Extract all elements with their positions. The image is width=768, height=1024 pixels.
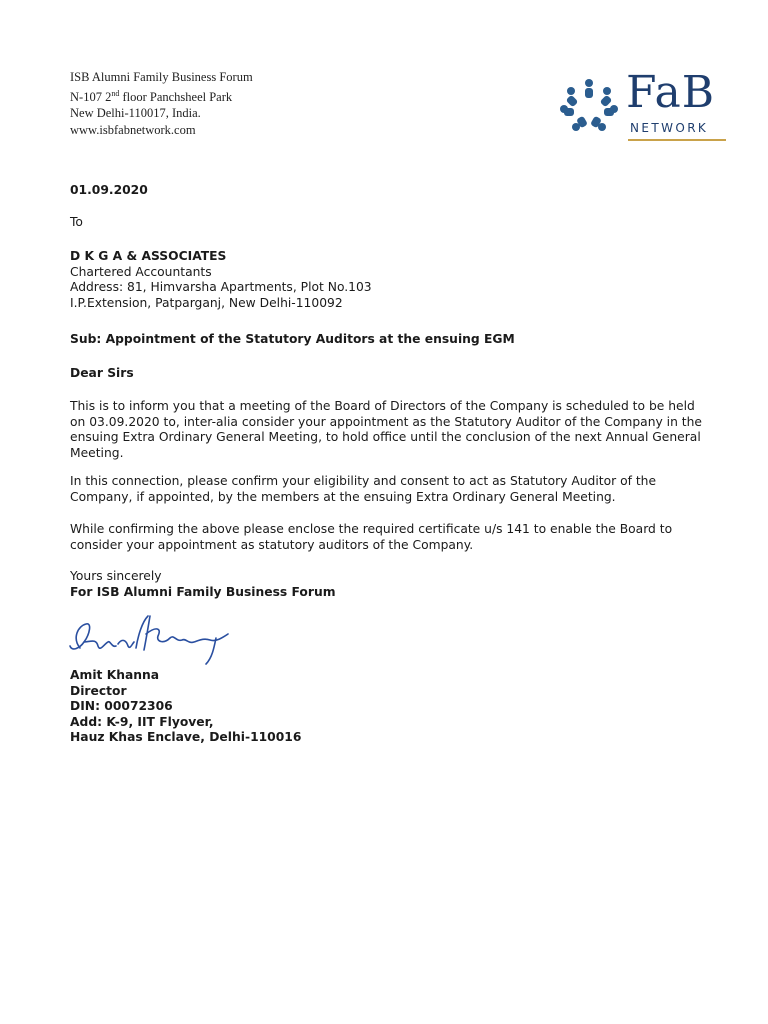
paragraph-line: This is to inform you that a meeting of the Board of Directors of the Company is scheduled to be held [70, 399, 695, 413]
for-line: For ISB Alumni Family Business Forum [70, 584, 336, 599]
fab-network-logo [556, 67, 726, 145]
paragraph [70, 399, 730, 461]
recipient-name: D K G A & ASSOCIATES [70, 249, 227, 263]
sender-website: www.isbfabnetwork.com [70, 122, 196, 137]
signatory-name: Amit Khanna [70, 668, 160, 682]
closing: Yours sincerely [70, 569, 162, 583]
paragraph-line: In this connection, please confirm your eligibility and consent to act as Statutory Auditor of the [70, 474, 657, 488]
to-label: To [70, 215, 83, 229]
logo-underline [628, 139, 726, 141]
sender-line: N-107 2nd floor Panchsheel Park [70, 88, 233, 104]
signatory-title: Director [70, 683, 127, 698]
logo-wordmark: FaB [626, 67, 716, 118]
sender-line: New Delhi-110017, India. [70, 106, 201, 121]
recipient-line: Address: 81, Himvarsha Apartments, Plot No.103 [70, 280, 372, 294]
paragraph-line: on 03.09.2020 to, inter-alia consider your appointment as the Statutory Auditor of the Company in the [70, 414, 702, 429]
paragraph [70, 474, 730, 505]
recipient-line: I.P.Extension, Patparganj, New Delhi-110092 [70, 295, 343, 310]
signatory-block [70, 668, 730, 746]
signatory-address: Hauz Khas Enclave, Delhi-110016 [70, 730, 302, 744]
people-circle-icon [556, 75, 622, 137]
sender-address [70, 69, 253, 138]
subject-line: Sub: Appointment of the Statutory Auditors at the ensuing EGM [70, 332, 515, 346]
signatory-address: Add: K-9, IIT Flyover, [70, 714, 214, 729]
paragraph-line: consider your appointment as statutory auditors of the Company. [70, 537, 474, 552]
paragraph-line: Company, if appointed, by the members at the ensuing Extra Ordinary General Meeting. [70, 489, 616, 504]
recipient-address [70, 249, 730, 311]
paragraph [70, 522, 730, 553]
salutation: Dear Sirs [70, 366, 134, 380]
letter-date: 01.09.2020 [70, 183, 148, 197]
paragraph-line: ensuing Extra Ordinary General Meeting, to hold office until the conclusion of the next Annual General [70, 430, 701, 444]
logo-subtitle: NETWORK [630, 121, 709, 135]
paragraph-line: While confirming the above please enclose the required certificate u/s 141 to enable the Board to [70, 522, 673, 536]
signatory-din: DIN: 00072306 [70, 699, 173, 713]
handwritten-signature [66, 608, 246, 666]
paragraph-line: Meeting. [70, 445, 124, 460]
sender-line: ISB Alumni Family Business Forum [70, 70, 253, 84]
recipient-line: Chartered Accountants [70, 264, 212, 279]
closing-block [70, 569, 730, 600]
